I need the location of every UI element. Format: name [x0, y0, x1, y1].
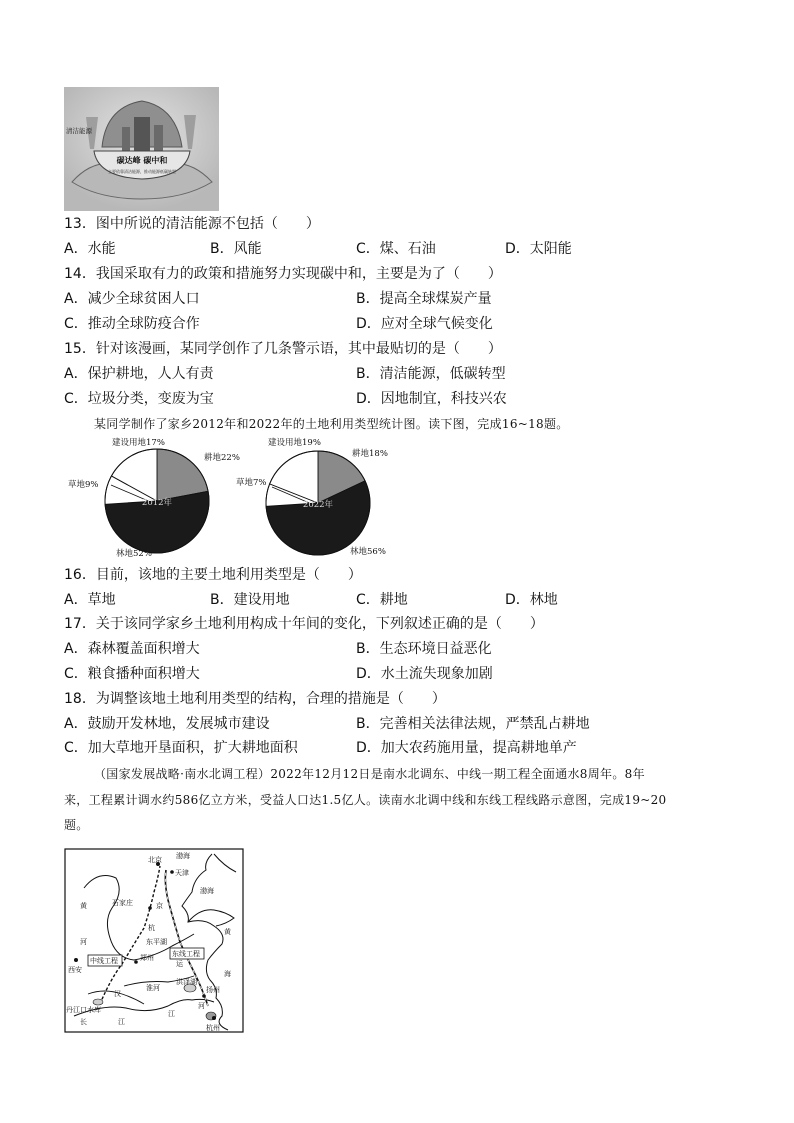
q16-option-b[interactable]: B．建设用地	[210, 592, 290, 608]
q18-option-a[interactable]: A．鼓励开发林地，发展城市建设	[64, 716, 270, 732]
land-use-pie-charts	[60, 434, 400, 560]
map-label-dongping-lake: 东平湖	[146, 938, 167, 946]
q13-option-d[interactable]: D．太阳能	[505, 241, 572, 257]
water-diversion-map	[64, 848, 244, 1033]
q15-option-b[interactable]: B．清洁能源，低碳转型	[356, 366, 506, 382]
map-label-dongxian: 东线工程	[172, 950, 200, 958]
carbon-neutral-cartoon	[64, 87, 219, 211]
pie-year-title: 2022年	[302, 500, 334, 510]
map-label-he: 河	[80, 938, 87, 946]
q15-option-a[interactable]: A．保护耕地，人人有责	[64, 366, 214, 382]
pie-chart-2012	[68, 437, 240, 559]
map-label-he2: 河	[198, 1002, 205, 1010]
pie-label-耕地: 耕地22%	[204, 453, 240, 463]
intro-19-20-line2: 来，工程累计调水约586亿立方米，受益人口达1.5亿人。读南水北调中线和东线工程线路示意图，完成19~20	[64, 793, 667, 807]
q16-option-d[interactable]: D．林地	[505, 592, 558, 608]
q17-stem: 17．关于该同学家乡土地利用构成十年间的变化，下列叙述正确的是（ ）	[64, 616, 544, 632]
map-label-hangzhou: 杭州	[206, 1024, 220, 1032]
map-label-chang: 长	[80, 1018, 87, 1026]
q14-option-b[interactable]: B．提高全球煤炭产量	[356, 291, 492, 307]
intro-19-20-line3: 题。	[64, 818, 89, 832]
q17-option-a[interactable]: A．森林覆盖面积增大	[64, 641, 200, 657]
map-label-yangzhou: 扬州	[206, 986, 220, 994]
q16-option-a[interactable]: A．草地	[64, 592, 116, 608]
cartoon-left-label: 清洁能源	[66, 127, 92, 135]
map-label-zhengzhou: 郑州	[140, 954, 154, 962]
map-label-zhongxian: 中线工程	[90, 957, 118, 965]
q18-option-d[interactable]: D．加大农药施用量，提高耕地单产	[356, 740, 577, 756]
q14-option-d[interactable]: D．应对全球气候变化	[356, 316, 493, 332]
q14-stem: 14．我国采取有力的政策和措施努力实现碳中和，主要是为了（ ）	[64, 266, 502, 282]
q17-option-b[interactable]: B．生态环境日益恶化	[356, 641, 492, 657]
q13-option-c[interactable]: C．煤、石油	[356, 241, 436, 257]
q13-option-b[interactable]: B．风能	[210, 241, 262, 257]
cartoon-svg	[64, 87, 219, 211]
q15-option-d[interactable]: D．因地制宜，科技兴农	[356, 391, 507, 407]
map-label-huaihe: 淮河	[146, 984, 160, 992]
pie-year-title: 2012年	[141, 498, 173, 508]
pie-label-建设用地: 建设用地17%	[112, 438, 165, 448]
q14-option-a[interactable]: A．减少全球贫困人口	[64, 291, 200, 307]
pie-label-草地: 草地7%	[236, 478, 267, 488]
map-label-yun: 运	[176, 960, 183, 968]
q18-option-b[interactable]: B．完善相关法律法规，严禁乱占耕地	[356, 716, 590, 732]
pie-label-林地: 林地56%	[350, 547, 386, 557]
map-label-jiang1: 江	[118, 1018, 125, 1026]
map-label-beijing: 北京	[148, 856, 162, 864]
pie-label-建设用地: 建设用地19%	[268, 438, 321, 448]
q16-stem: 16．目前，该地的主要土地利用类型是（ ）	[64, 567, 362, 583]
q16-option-c[interactable]: C．耕地	[356, 592, 408, 608]
map-label-han: 汉	[114, 990, 121, 998]
q13-option-a[interactable]: A．水能	[64, 241, 116, 257]
intro-19-20-line1: （国家发展战略·南水北调工程）2022年12月12日是南水北调东、中线一期工程全面通水8周年。8年	[94, 767, 645, 781]
q17-option-c[interactable]: C．粮食播种面积增大	[64, 666, 200, 682]
map-label-bohai-bay: 渤海	[176, 852, 190, 860]
q15-option-c[interactable]: C．垃圾分类，变废为宝	[64, 391, 214, 407]
map-label-shijiazhuang: 石家庄	[112, 899, 133, 907]
map-label-hongze: 洪泽湖	[176, 978, 197, 986]
map-label-tianjin: 天津	[175, 869, 189, 877]
map-label-huang-sea: 黄	[224, 928, 231, 936]
q18-option-c[interactable]: C．加大草地开垦面积，扩大耕地面积	[64, 740, 298, 756]
map-label-danjiangkou: 丹江口水库	[66, 1006, 101, 1014]
pie-chart-2022	[236, 437, 388, 557]
q17-option-d[interactable]: D．水土流失现象加剧	[356, 666, 493, 682]
q18-stem: 18．为调整该地土地利用类型的结构，合理的措施是（ ）	[64, 691, 446, 707]
cartoon-banner: 碳达峰 碳中和	[116, 156, 168, 165]
map-label-hai: 海	[224, 970, 231, 978]
map-label-jing: 京	[156, 902, 163, 910]
q13-stem: 13．图中所说的清洁能源不包括（ ）	[64, 216, 320, 232]
pie-label-林地: 林地52%	[116, 549, 152, 559]
map-label-xian: 西安	[68, 966, 82, 974]
cartoon-subline: 主要依靠清洁能源，推动能源低碳转型	[108, 169, 176, 174]
map-label-bohai: 渤海	[200, 887, 214, 895]
pie-label-耕地: 耕地18%	[352, 449, 388, 459]
q15-stem: 15．针对该漫画，某同学创作了几条警示语，其中最贴切的是（ ）	[64, 341, 502, 357]
intro-16-18: 某同学制作了家乡2012年和2022年的土地利用类型统计图。读下图，完成16~18题。	[94, 417, 569, 431]
q14-option-c[interactable]: C．推动全球防疫合作	[64, 316, 200, 332]
pie-label-草地: 草地9%	[68, 480, 99, 490]
map-label-jiang2: 江	[168, 1010, 175, 1018]
map-label-huang-river: 黄	[80, 902, 87, 910]
map-label-hang: 杭	[148, 924, 155, 932]
